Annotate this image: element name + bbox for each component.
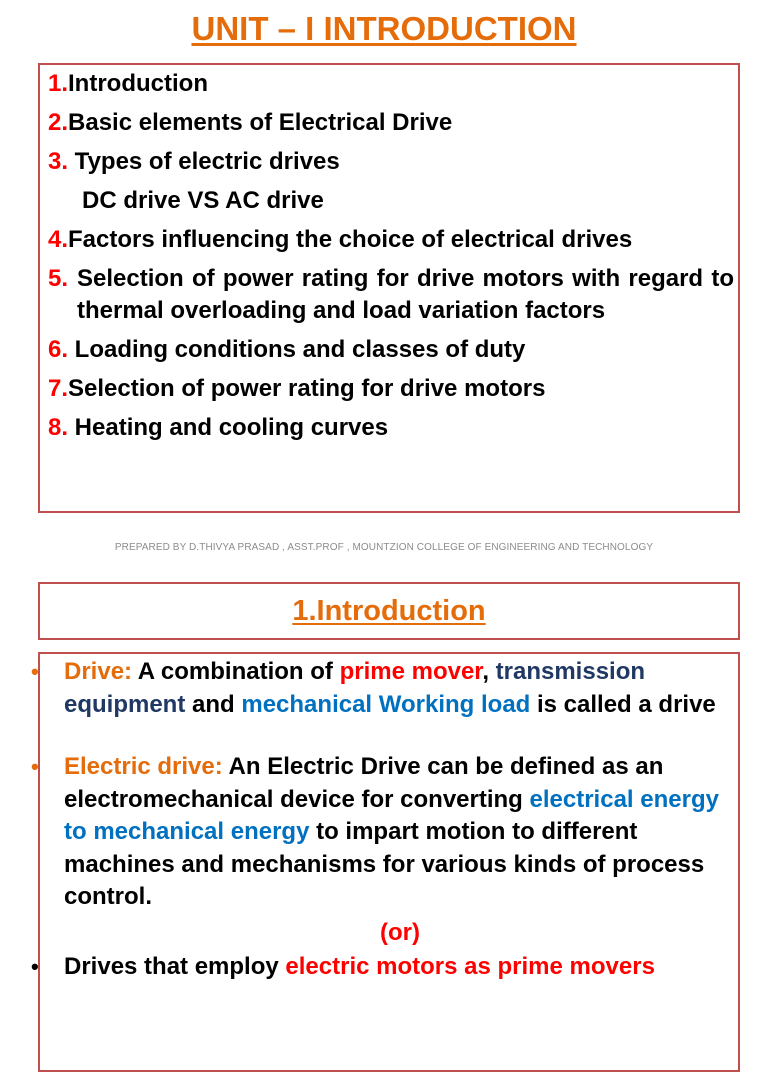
list-item: 8. Heating and cooling curves bbox=[48, 414, 389, 441]
list-item: 1.Introduction bbox=[48, 70, 208, 97]
bullet-drive: • Drive: A combination of prime mover, transmission equipment and mechanical Working load is called a drive bbox=[31, 658, 716, 718]
bullet-icon: • bbox=[31, 754, 39, 779]
list-item: 2.Basic elements of Electrical Drive bbox=[48, 109, 453, 136]
list-item: 5. Selection of power rating for drive motors with regard to thermal overloading and load variation factors bbox=[48, 265, 734, 324]
bullet-electric-motors: • Drives that employ electric motors as prime movers bbox=[40, 951, 740, 984]
contents-box bbox=[38, 63, 740, 513]
list-item: 7.Selection of power rating for drive motors bbox=[48, 375, 546, 402]
section-heading: 1.Introduction bbox=[292, 595, 486, 627]
section-heading-box bbox=[38, 582, 740, 640]
footer-credit: PREPARED BY D.THIVYA PRASAD , ASST.PROF , MOUNTZION COLLEGE OF ENGINEERING AND TECHNOLOGY bbox=[114, 542, 654, 553]
list-item: 4.Factors influencing the choice of electrical drives bbox=[48, 226, 633, 253]
or-separator: (or) bbox=[380, 918, 420, 946]
list-item: 3. Types of electric drives bbox=[48, 148, 340, 175]
list-item: 6. Loading conditions and classes of duty bbox=[48, 336, 526, 363]
contents-list bbox=[48, 68, 734, 444]
bullet-icon: • bbox=[31, 659, 39, 684]
unit-title: UNIT – I INTRODUCTION bbox=[191, 10, 577, 47]
bullet-icon: • bbox=[31, 953, 39, 979]
content-box bbox=[31, 652, 740, 1072]
bullet-electric-drive: • Electric drive: An Electric Drive can be defined as an electromechanical device for converting electrical energy to mechanical energy to impart motion to different machines and mechanisms for various kinds of process control. bbox=[31, 753, 719, 910]
bullet-list bbox=[31, 654, 740, 983]
list-subitem: DC drive VS AC drive bbox=[82, 187, 324, 214]
